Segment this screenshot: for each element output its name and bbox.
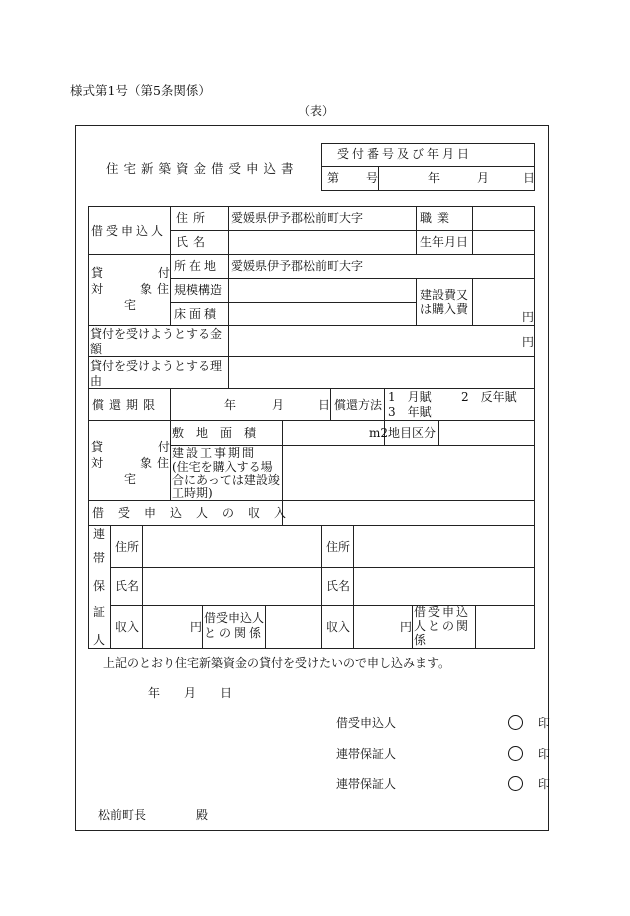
application-day: 日 <box>220 686 233 700</box>
form-side-label: （表） <box>298 104 335 118</box>
borrower-label: 借受申込人 <box>91 224 167 238</box>
application-year: 年 <box>148 686 161 700</box>
loan-house-label-e: 宅 <box>124 298 137 312</box>
signature-label-guarantor-1: 連帯保証人 <box>336 747 397 761</box>
borrower-birth-field[interactable] <box>474 232 532 252</box>
form-number: 様式第1号（第5条関係） <box>70 83 211 98</box>
borrower-occupation-field[interactable] <box>474 208 532 228</box>
reception-heading: 受付番号及び年月日 <box>337 147 473 161</box>
guarantor1-income-label: 収入 <box>115 620 140 634</box>
borrower-occupation-label: 職業 <box>420 211 455 225</box>
application-statement: 上記のとおり住宅新築資金の貸付を受けたいので申し込みます。 <box>103 656 451 670</box>
application-month: 月 <box>184 686 197 700</box>
reason-label-2: 由 <box>90 374 103 388</box>
reception-dai: 第 <box>327 171 340 185</box>
repay-period-label: 償還期限 <box>92 398 161 412</box>
borrower-birth-label: 生年月日 <box>420 235 469 249</box>
location-label: 所在地 <box>174 259 220 273</box>
site-label-e: 宅 <box>124 472 137 486</box>
income-field[interactable] <box>285 502 531 523</box>
form-title: 住宅新築資金借受申込書 <box>106 161 299 176</box>
land-area-field[interactable] <box>285 422 365 443</box>
cost-yen: 円 <box>522 310 535 324</box>
site-label-c: 対 <box>91 456 104 470</box>
amount-label-2: 額 <box>90 342 103 356</box>
guarantor1-address-label: 住所 <box>115 540 140 554</box>
guarantor2-address-label: 住所 <box>326 540 351 554</box>
reason-label-1: 貸付を受けようとする理 <box>90 359 223 373</box>
amount-field[interactable] <box>231 328 516 354</box>
amount-label-1: 貸付を受けようとする金 <box>90 327 223 341</box>
addressee-mayor: 松前町長 <box>98 808 147 822</box>
guarantor-label-char-3: 保 <box>93 579 106 593</box>
guarantor2-relation-label-1: 借受申込 <box>414 605 471 619</box>
addressee-dono: 殿 <box>196 808 209 822</box>
repay-method-label: 償還方法 <box>334 398 383 412</box>
location-field[interactable]: 愛媛県伊予郡松前町大字 <box>231 259 364 273</box>
land-category-field[interactable] <box>441 422 531 443</box>
amount-yen: 円 <box>522 335 535 349</box>
site-label-b: 付 <box>158 440 171 454</box>
repay-option-2[interactable]: 2 反年賦 <box>461 390 517 404</box>
borrower-name-label: 氏名 <box>176 235 211 249</box>
guarantor2-income-yen: 円 <box>400 620 413 634</box>
borrower-address-label: 住所 <box>176 211 211 225</box>
cost-label-1: 建設費又 <box>420 288 469 302</box>
land-category-label: 地目区分 <box>388 426 437 440</box>
guarantor-label-char-2: 帯 <box>93 551 106 565</box>
floor-area-label: 床面積 <box>174 307 220 321</box>
reception-month: 月 <box>477 171 490 185</box>
seal-mark: 印 <box>538 777 551 791</box>
loan-house-label-a: 貸 <box>91 266 104 280</box>
cost-label-2: は購入費 <box>420 302 469 316</box>
guarantor-label-char-4: 証 <box>93 605 106 619</box>
guarantor1-relation-field[interactable] <box>268 607 318 646</box>
guarantor2-income-label: 収入 <box>326 620 351 634</box>
loan-house-label-c: 対 <box>91 282 104 296</box>
floor-area-field[interactable] <box>231 304 413 323</box>
repay-month: 月 <box>272 398 285 412</box>
repay-day: 日 <box>318 398 331 412</box>
signature-label-borrower: 借受申込人 <box>336 716 397 730</box>
guarantor1-address-field[interactable] <box>145 528 318 565</box>
loan-house-label-d: 象住 <box>140 282 175 296</box>
reception-day: 日 <box>523 171 536 185</box>
guarantor2-name-field[interactable] <box>356 569 531 603</box>
guarantor2-relation-label-3: 係 <box>414 633 427 647</box>
guarantor1-relation-label-1: 借受申込人 <box>204 611 265 625</box>
site-label-d: 象住 <box>140 456 175 470</box>
borrower-address-field[interactable]: 愛媛県伊予郡松前町大字 <box>231 211 364 225</box>
reception-year: 年 <box>428 171 441 185</box>
construction-period-field[interactable] <box>285 447 531 498</box>
guarantor-label-char-1: 連 <box>93 527 106 541</box>
land-area-label: 敷地面積 <box>172 426 269 440</box>
guarantor-label-char-5: 人 <box>93 633 106 647</box>
seal-mark: 印 <box>538 716 551 730</box>
guarantor1-name-label: 氏名 <box>115 579 140 593</box>
construction-period-label-2: (住宅を購入する場 <box>172 460 273 474</box>
reason-field[interactable] <box>231 359 531 386</box>
repay-option-1[interactable]: 1 月賦 <box>388 390 432 404</box>
borrower-name-field[interactable] <box>231 232 413 252</box>
loan-house-label-b: 付 <box>158 266 171 280</box>
guarantor1-income-yen: 円 <box>190 620 203 634</box>
seal-circle-icon <box>508 746 523 761</box>
guarantor2-address-field[interactable] <box>356 528 531 565</box>
guarantor1-relation-label-2: との関係 <box>204 626 265 640</box>
structure-field[interactable] <box>231 280 413 300</box>
seal-mark: 印 <box>538 747 551 761</box>
construction-period-label-3: 合にあっては建設竣 <box>172 473 280 487</box>
structure-label: 規模構造 <box>174 283 223 297</box>
seal-circle-icon <box>508 715 523 730</box>
construction-period-label-4: 工時期) <box>172 486 213 500</box>
guarantor2-relation-field[interactable] <box>478 607 532 646</box>
site-label-a: 貸 <box>91 440 104 454</box>
income-label: 借受申込人の収入 <box>92 506 301 520</box>
guarantor1-name-field[interactable] <box>145 569 318 603</box>
guarantor2-name-label: 氏名 <box>326 579 351 593</box>
construction-period-label-1: 建設工事期間 <box>172 446 257 460</box>
repay-year: 年 <box>224 398 237 412</box>
land-area-unit: m2 <box>369 426 389 440</box>
repay-option-3[interactable]: 3 年賦 <box>388 405 432 419</box>
guarantor2-relation-label-2: 人との関 <box>414 619 471 633</box>
reception-go: 号 <box>366 171 379 185</box>
signature-label-guarantor-2: 連帯保証人 <box>336 777 397 791</box>
seal-circle-icon <box>508 776 523 791</box>
